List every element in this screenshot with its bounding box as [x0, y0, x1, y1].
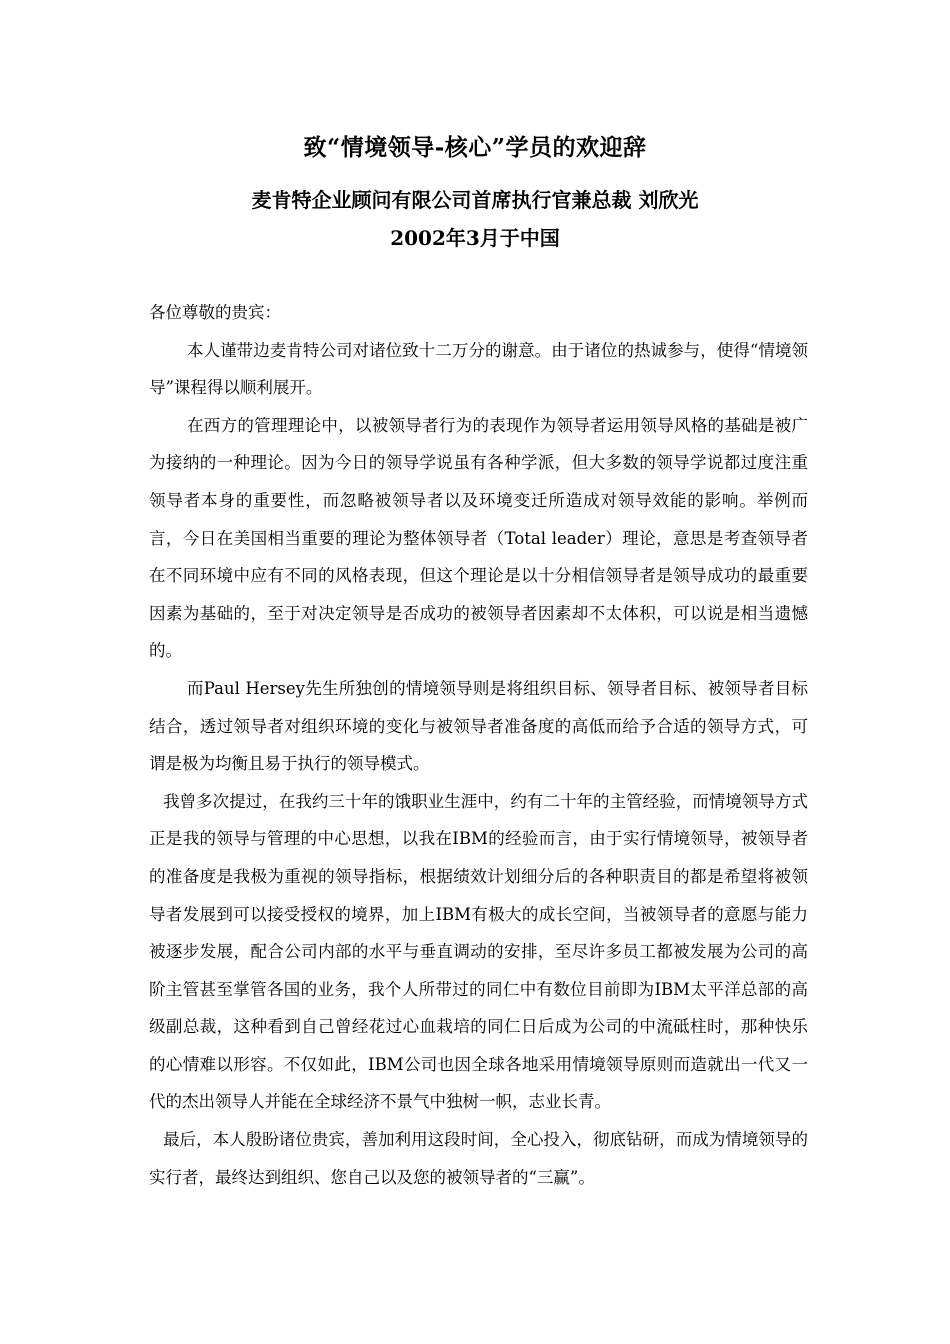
letter-body — [149, 294, 808, 1196]
paragraph-thanks: 本人谨带边麦肯特公司对诸位致十二万分的谢意。由于诸位的热诚参与，使得“情境领导”课程得以顺利展开。 — [149, 340, 808, 398]
date-line: 2002年3月于中国 — [390, 226, 560, 250]
author-line: 麦肯特企业顾问有限公司首席执行官兼总裁 刘欣光 — [251, 188, 699, 212]
paragraph-situational-leadership: 而Paul Hersey先生所独创的情境领导则是将组织目标、领导者目标、被领导者目标结合，透过领导者对组织环境的变化与被领导者准备度的高低而给予合适的领导方式，可谓是极为均衡且易于执行的领导模式。 — [149, 678, 808, 774]
salutation: 各位尊敬的贵宾： — [149, 303, 281, 322]
paragraph-western-theory: 在西方的管理理论中，以被领导者行为的表现作为领导者运用领导风格的基础是被广为接纳的一种理论。因为今日的领导学说虽有各种学派，但大多数的领导学说都过度注重领导者本身的重要性，而忽略被领导者以及环境变迁所造成对领导效能的影响。举例而言，今日在美国相当重要的理论为整体领导者（Total leader）理论，意思是考查领导者在不同环境中应有不同的风格表现，但这个理论是以十分相信领导者是领导成功的最重要因素为基础的，至于对决定领导是否成功的被领导者因素却不太体积，可以说是相当遗憾的。 — [149, 415, 808, 661]
document-title: 致“情境领导-核心”学员的欢迎辞 — [303, 134, 647, 161]
paragraph-closing: 最后，本人殷盼诸位贵宾，善加利用这段时间，全心投入，彻底钻研，而成为情境领导的实行者，最终达到组织、您自己以及您的被领导者的“三赢”。 — [149, 1130, 808, 1187]
paragraph-ibm-experience: 我曾多次提过，在我约三十年的饿职业生涯中，约有二十年的主管经验，而情境领导方式正是我的领导与管理的中心思想，以我在IBM的经验而言，由于实行情境领导，被领导者的准备度是我极为重视的领导指标，根据绩效计划细分后的各种职责目的都是希望将被领导者发展到可以接受授权的境界，加上IBM有极大的成长空间，当被领导者的意愿与能力被逐步发展，配合公司内部的水平与垂直调动的安排，至尽许多员工都被发展为公司的高阶主管甚至掌管各国的业务，我个人所带过的同仁中有数位目前即为IBM太平洋总部的高级副总裁，这种看到自己曾经花过心血栽培的同仁日后成为公司的中流砥柱时，那种快乐的心情难以形容。不仅如此，IBM公司也因全球各地采用情境领导原则而造就出一代又一代的杰出领导人并能在全球经济不景气中独树一帜，志业长青。 — [149, 791, 808, 1112]
